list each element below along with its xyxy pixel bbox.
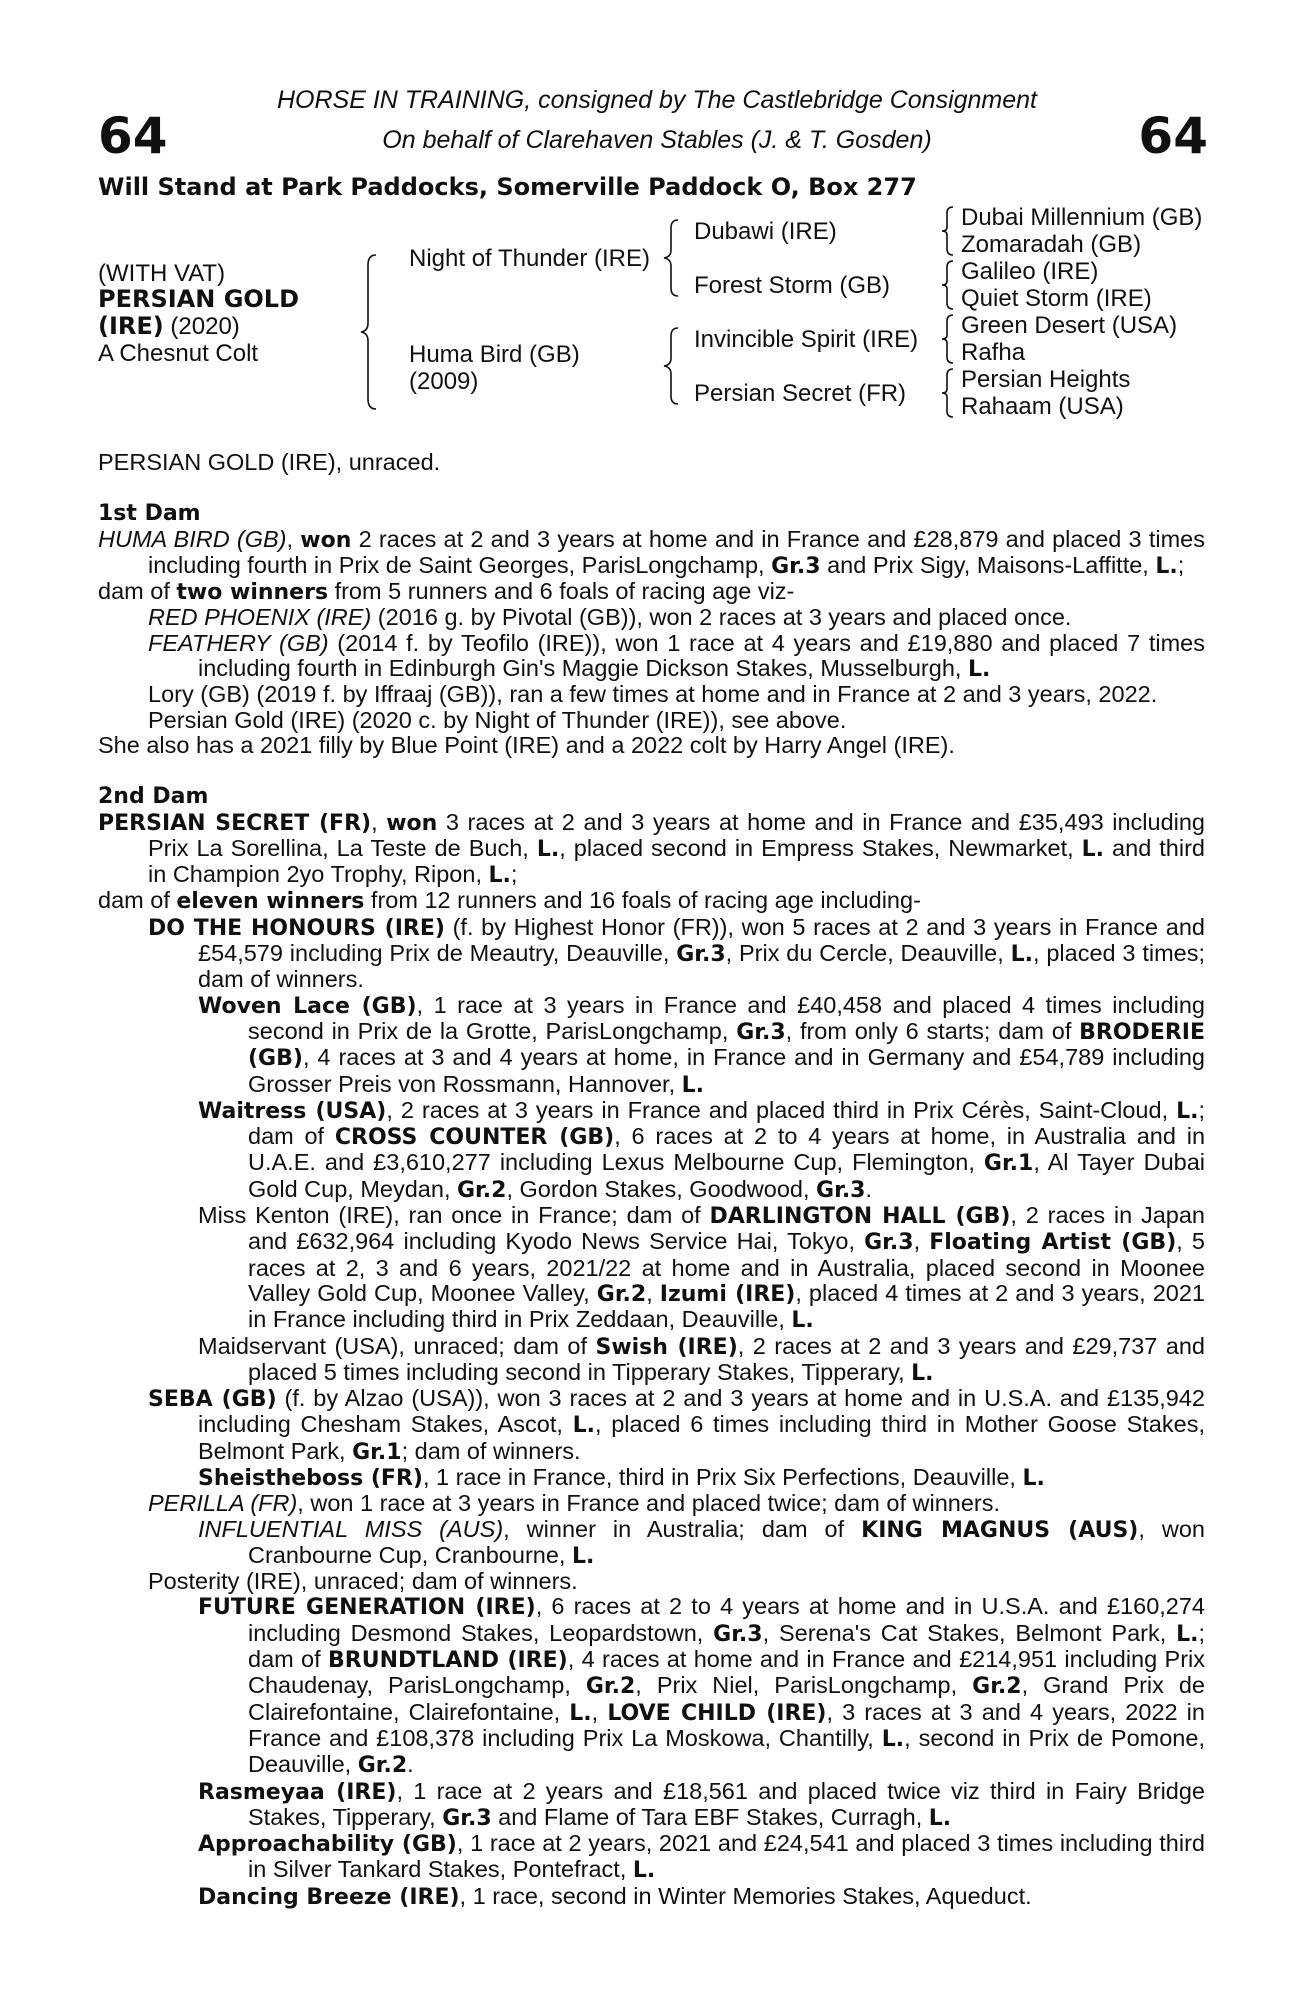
- ggp-7: Persian Heights: [961, 366, 1131, 393]
- consignment-line: HORSE IN TRAINING, consigned by The Castlebridge Consignment: [276, 86, 1038, 114]
- text-run: , 6 races at 2 to 4 years at home, in Australia and in U.A.E. and £3,610,277 including Lexus Melbourne Cup, Flemington,: [248, 1123, 1206, 1176]
- text-run: , won Cranbourne Cup, Cranbourne,: [248, 1515, 1205, 1568]
- bold-run: Gr.1: [983, 1151, 1034, 1177]
- text-run: ,: [286, 525, 301, 552]
- text-run: , Grand Prix de Clairefontaine, Clairefontaine,: [248, 1672, 1205, 1725]
- text-run: and third in Champion 2yo Trophy, Ripon,: [148, 834, 1205, 888]
- second-dam-produce-summary: [98, 888, 1205, 914]
- horse-country: (IRE): [98, 312, 164, 340]
- third-generation-entry: [98, 1334, 1205, 1387]
- pedigree-brace-ggp-1: [940, 205, 956, 257]
- bold-run: Gr.2: [457, 1177, 507, 1203]
- bold-run: CROSS COUNTER (GB): [334, 1125, 615, 1151]
- bold-run: L.: [1176, 1621, 1199, 1647]
- text-run: ,: [371, 808, 387, 835]
- bold-run: SEBA (GB): [148, 1387, 277, 1413]
- bold-run: Waitress (USA): [198, 1098, 387, 1124]
- bold-run: PERSIAN SECRET (FR): [98, 810, 372, 836]
- ggp-1: Dubai Millennium (GB): [961, 204, 1203, 231]
- racing-record: [98, 450, 1205, 1910]
- text-run: ; dam of winners.: [401, 1437, 581, 1464]
- bold-run: LOVE CHILD (IRE): [607, 1700, 827, 1726]
- bold-run: L.: [571, 1543, 595, 1569]
- first-dam-produce-entry: [98, 605, 1205, 630]
- text-run: and Prix Sigy, Maisons-Laffitte,: [820, 551, 1156, 578]
- text-run: from 5 runners and 6 foals of racing age viz-: [328, 578, 795, 605]
- bold-run: L.: [632, 1858, 656, 1884]
- second-dam-heading: 2nd Dam: [98, 784, 209, 810]
- text-run: She also has a 2021 filly by Blue Point (IRE) and a 2022 colt by Harry Angel (IRE).: [98, 731, 955, 758]
- first-dam-produce-entry: [98, 682, 1205, 707]
- text-run: dam of: [98, 887, 177, 914]
- text-run: , Prix Niel, ParisLongchamp,: [635, 1672, 973, 1699]
- second-dam-record: [98, 810, 1205, 889]
- text-run: 2 races at 2 and 3 years at home and in France and £28,879 and placed 3 times including fourth in Prix de Saint Georges, ParisLongchamp,: [148, 525, 1205, 578]
- ggp-4: Quiet Storm (IRE): [961, 285, 1152, 312]
- text-run: , 3 races at 3 and 4 years, 2022 in France and £108,378 including Prix La Moskowa, Chantilly,: [248, 1698, 1205, 1751]
- ggp-6: Rafha: [961, 339, 1026, 366]
- bold-run: Izumi (IRE): [659, 1281, 796, 1307]
- text-run: , 4 races at home and in France and £214,951 including Prix Chaudenay, ParisLongchamp,: [248, 1646, 1205, 1699]
- bold-run: Gr.2: [972, 1674, 1022, 1700]
- horse-name: PERSIAN GOLD: [98, 285, 300, 313]
- sire-dam: Forest Storm (GB): [694, 272, 891, 299]
- bold-run: Gr.3: [713, 1621, 763, 1647]
- stand-location: Will Stand at Park Paddocks, Somerville Paddock O, Box 277: [98, 173, 917, 201]
- third-generation-entry: [98, 1779, 1205, 1832]
- bold-run: L.: [536, 836, 560, 862]
- text-run: Miss Kenton (IRE), ran once in France; dam of: [198, 1202, 710, 1229]
- text-run: ; dam of: [248, 1619, 1205, 1673]
- text-run: , 5 races at 2, 3 and 6 years, 2021/22 at home and in Australia, placed second in Moonee Valley Gold Cup, Moonee Valley,: [248, 1228, 1205, 1306]
- text-run: ;: [510, 861, 518, 888]
- bold-run: L.: [1010, 942, 1033, 968]
- second-dam-produce-entry: [98, 1386, 1205, 1465]
- text-run: , winner in Australia; dam of: [503, 1515, 862, 1542]
- text-run: , 1 race at 3 years in France and £40,458 and placed 4 times including second in Prix de la Grotte, ParisLongchamp,: [248, 991, 1205, 1044]
- third-generation-entry: [98, 1203, 1205, 1333]
- behalf-line: On behalf of Clarehaven Stables (J. & T. Gosden): [382, 126, 932, 154]
- bold-run: BRUNDTLAND (IRE): [328, 1648, 568, 1674]
- ggp-2: Zomaradah (GB): [961, 231, 1142, 258]
- second-dam-produce-entry: [98, 915, 1205, 993]
- first-dam-record: [98, 527, 1205, 580]
- first-dam-note: [98, 733, 1205, 758]
- bold-run: Dancing Breeze (IRE): [198, 1884, 460, 1910]
- bold-run: Gr.3: [676, 942, 726, 968]
- bold-run: DO THE HONOURS (IRE): [148, 915, 445, 941]
- text-run: (f. by Highest Honor (FR)), won 5 races at 2 and 3 years in France and £54,579 including Prix de Meautry, Deauville,: [198, 913, 1205, 967]
- pedigree-brace-ggp-4: [940, 367, 956, 419]
- lot-number-right: 64: [1138, 107, 1208, 165]
- text-run: , 6 races at 2 to 4 years at home and in U.S.A. and £160,274 including Desmond Stakes, Leopardstown,: [248, 1593, 1205, 1646]
- pedigree-brace-ggp-3: [940, 313, 956, 365]
- text-run: ,: [591, 1698, 608, 1725]
- first-dam-produce-entry: [98, 631, 1205, 683]
- third-generation-entry: [98, 1517, 1205, 1570]
- text-run: ,: [913, 1228, 930, 1255]
- vat-label: (WITH VAT): [98, 260, 226, 287]
- text-run: , placed 4 times at 2 and 3 years, 2021 in France including third in Prix Zeddaan, Deauville,: [248, 1279, 1205, 1333]
- text-run: , second in Prix de Pomone, Deauville,: [248, 1724, 1205, 1778]
- text-run: ;: [1177, 551, 1185, 578]
- text-run: dam of: [98, 578, 177, 605]
- text-run: and Flame of Tara EBF Stakes, Curragh,: [491, 1803, 929, 1830]
- bold-run: KING MAGNUS (AUS): [861, 1517, 1139, 1543]
- dam-dam: Persian Secret (FR): [694, 380, 907, 407]
- text-run: , from only 6 starts; dam of: [785, 1017, 1080, 1044]
- text-run: (f. by Alzao (USA)), won 3 races at 2 and 3 years at home and in U.S.A. and £135,942 including Chesham Stakes, Ascot,: [198, 1385, 1206, 1438]
- text-run: , placed second in Empress Stakes, Newmarket,: [559, 834, 1082, 861]
- sire: Night of Thunder (IRE): [409, 245, 650, 272]
- third-generation-entry: [98, 1594, 1205, 1778]
- bold-run: Rasmeyaa (IRE): [198, 1779, 397, 1805]
- italic-run: INFLUENTIAL MISS (AUS): [198, 1515, 504, 1542]
- ggp-5: Green Desert (USA): [961, 312, 1178, 339]
- bold-run: Gr.3: [442, 1805, 492, 1831]
- bold-run: L.: [791, 1308, 814, 1334]
- bold-run: Gr.2: [357, 1753, 408, 1779]
- bold-run: L.: [967, 657, 991, 683]
- dam: Huma Bird (GB): [409, 341, 580, 368]
- first-dam-heading: 1st Dam: [98, 501, 201, 527]
- text-run: , placed 6 times including third in Mother Goose Stakes, Belmont Park,: [198, 1411, 1205, 1464]
- bold-run: eleven winners: [176, 889, 365, 915]
- bold-run: Gr.3: [771, 553, 821, 579]
- bold-run: L.: [1081, 836, 1105, 862]
- bold-run: Floating Artist (GB): [929, 1230, 1177, 1256]
- text-run: , 1 race at 2 years, 2021 and £24,541 and placed 3 times including third in Silver Tankard Stakes, Pontefract,: [248, 1830, 1205, 1883]
- bold-run: Gr.3: [864, 1230, 914, 1256]
- text-run: ; dam of: [248, 1096, 1206, 1150]
- italic-run: HUMA BIRD (GB): [98, 525, 287, 552]
- text-run: , won 1 race at 3 years in France and placed twice; dam of winners.: [297, 1490, 1001, 1517]
- bold-run: Woven Lace (GB): [198, 993, 417, 1019]
- text-run: Lory (GB) (2019 f. by Iffraaj (GB)), ran a few times at home and in France at 2 and 3 years, 2022.: [148, 681, 1158, 708]
- third-generation-entry: [98, 1465, 1205, 1491]
- first-dam-produce-summary: [98, 579, 1205, 605]
- bold-run: Gr.3: [736, 1019, 786, 1045]
- bold-run: two winners: [176, 580, 329, 606]
- raced-line: PERSIAN GOLD (IRE), unraced.: [98, 449, 441, 475]
- second-dam-produce-entry: [98, 1491, 1205, 1516]
- bold-run: DARLINGTON HALL (GB): [709, 1204, 1011, 1230]
- text-run: .: [407, 1751, 414, 1778]
- pedigree-brace-main: [360, 253, 380, 411]
- bold-run: L.: [928, 1805, 952, 1831]
- text-run: , 2 races at 3 years in France and placed third in Prix Cérès, Saint-Cloud,: [386, 1096, 1177, 1123]
- ggp-3: Galileo (IRE): [961, 258, 1099, 285]
- third-generation-entry: [98, 1831, 1205, 1884]
- bold-run: won: [386, 810, 438, 836]
- bold-run: FUTURE GENERATION (IRE): [198, 1595, 536, 1621]
- italic-run: FEATHERY (GB): [148, 629, 329, 656]
- pedigree-brace-ggp-2: [940, 259, 956, 311]
- third-generation-entry: [98, 1098, 1205, 1203]
- bold-run: Gr.1: [352, 1439, 402, 1465]
- bold-run: Approachability (GB): [198, 1832, 457, 1858]
- text-run: Maidservant (USA), unraced; dam of: [198, 1332, 596, 1359]
- text-run: Posterity (IRE), unraced; dam of winners.: [148, 1568, 578, 1595]
- third-generation-entry: [98, 1884, 1205, 1910]
- bold-run: L.: [1155, 553, 1178, 579]
- text-run: 3 races at 2 and 3 years at home and in France and £35,493 including Prix La Sorellina, La Teste de Buch,: [148, 808, 1206, 861]
- bold-run: L.: [488, 863, 511, 889]
- text-run: from 12 runners and 16 foals of racing age including-: [364, 887, 921, 914]
- text-run: , 2 races in Japan and £632,964 including Kyodo News Service Hai, Tokyo,: [248, 1202, 1205, 1255]
- bold-run: Sheistheboss (FR): [198, 1465, 423, 1491]
- pedigree-brace-dam: [662, 326, 682, 406]
- text-run: , Gordon Stakes, Goodwood,: [506, 1175, 817, 1202]
- text-run: .: [865, 1175, 873, 1202]
- dam-year: (2009): [409, 368, 479, 395]
- ggp-8: Rahaam (USA): [961, 393, 1124, 420]
- text-run: , placed 3 times; dam of winners.: [198, 940, 1206, 993]
- horse-description: A Chesnut Colt: [98, 340, 259, 367]
- bold-run: Gr.3: [816, 1177, 866, 1203]
- text-run: , 1 race, second in Winter Memories Stakes, Aqueduct.: [459, 1882, 1032, 1909]
- second-dam-produce-entry: [98, 1569, 1205, 1594]
- horse-name-line2: [98, 312, 240, 341]
- bold-run: L.: [881, 1726, 905, 1752]
- bold-run: BRODERIE (GB): [248, 1019, 1205, 1072]
- sire-sire: Dubawi (IRE): [694, 218, 837, 245]
- third-generation-entry: [98, 993, 1205, 1098]
- text-run: , Prix du Cercle, Deauville,: [725, 940, 1011, 967]
- text-run: , Serena's Cat Stakes, Belmont Park,: [762, 1619, 1177, 1646]
- text-run: , 1 race at 2 years and £18,561 and placed twice viz third in Fairy Bridge Stakes, Tipperary,: [248, 1777, 1205, 1830]
- italic-run: RED PHOENIX (IRE): [148, 604, 372, 631]
- italic-run: PERILLA (FR): [148, 1490, 298, 1517]
- dam-sire: Invincible Spirit (IRE): [694, 326, 919, 353]
- text-run: (2014 f. by Teofilo (IRE)), won 1 race at 4 years and £19,880 and placed 7 times including fourth in Edinburgh Gin's Maggie Dickson Stakes, Musselburgh,: [198, 629, 1205, 682]
- text-run: , Al Tayer Dubai Gold Cup, Meydan,: [248, 1149, 1206, 1202]
- bold-run: Gr.2: [585, 1674, 636, 1700]
- bold-run: Gr.2: [596, 1281, 647, 1307]
- text-run: ,: [646, 1279, 660, 1306]
- bold-run: L.: [1176, 1098, 1199, 1124]
- horse-year: (2020): [163, 313, 240, 340]
- bold-run: L.: [572, 1413, 595, 1439]
- bold-run: L.: [569, 1700, 592, 1726]
- lot-number-left: 64: [98, 107, 168, 165]
- text-run: , 4 races at 3 and 4 years at home, in France and in Germany and £54,789 including Grosser Preis von Rossmann, Hannover,: [248, 1044, 1205, 1097]
- bold-run: L.: [911, 1360, 934, 1386]
- first-dam-produce-entry: [98, 708, 1205, 733]
- bold-run: L.: [681, 1072, 705, 1098]
- text-run: , 1 race in France, third in Prix Six Perfections, Deauville,: [422, 1463, 1023, 1490]
- pedigree-brace-sire: [662, 218, 682, 298]
- bold-run: L.: [1022, 1465, 1045, 1491]
- bold-run: Swish (IRE): [595, 1334, 738, 1360]
- text-run: (2016 g. by Pivotal (GB)), won 2 races at 3 years and placed once.: [371, 604, 1072, 631]
- bold-run: won: [300, 527, 352, 553]
- text-run: , 2 races at 2 and 3 years and £29,737 and placed 5 times including second in Tipperary Stakes, Tipperary,: [248, 1332, 1206, 1385]
- text-run: Persian Gold (IRE) (2020 c. by Night of Thunder (IRE)), see above.: [148, 706, 847, 733]
